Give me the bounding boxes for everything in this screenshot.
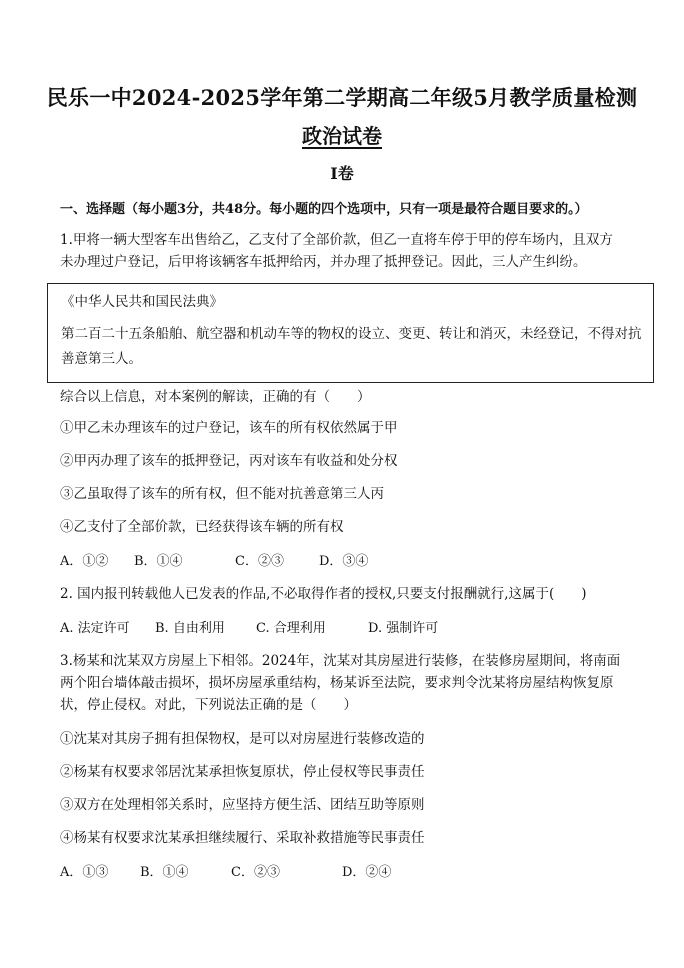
q3-options xyxy=(60,861,412,880)
q3-option-b[interactable]: B．①④ xyxy=(140,865,189,880)
q1-option-d[interactable]: D．③④ xyxy=(319,554,369,569)
q3-item-1: ①沈某对其房子拥有担保物权，是可以对房屋进行装修改造的 xyxy=(60,731,425,747)
q2-stem: 2. 国内报刊转载他人已发表的作品,不必取得作者的授权,只要支付报酬就行,这属于( ) xyxy=(60,586,587,602)
exam-subject xyxy=(0,120,684,149)
q1-item-3: ③乙虽取得了该车的所有权，但不能对抗善意第三人丙 xyxy=(60,486,384,502)
q2-option-d[interactable]: D. 强制许可 xyxy=(368,621,439,636)
q1-item-1: ①甲乙未办理该车的过户登记，该车的所有权依然属于甲 xyxy=(60,420,398,436)
legal-excerpt-text: 第二百二十五条船舶、航空器和机动车等的物权的设立、变更、转让和消灭，未经登记，不得对抗善意第三人。 xyxy=(61,326,642,367)
q2-options xyxy=(60,617,468,636)
q1-stem-line2: 未办理过户登记，后甲将该辆客车抵押给丙，并办理了抵押登记。因此，三人产生纠纷。 xyxy=(60,254,587,270)
q2-option-a[interactable]: A. 法定许可 xyxy=(60,621,130,636)
q3-item-2: ②杨某有权要求邻居沈某承担恢复原状，停止侵权等民事责任 xyxy=(60,764,425,780)
q3-stem-line2: 两个阳台墙体敲击损坏，损坏房屋承重结构，杨某诉至法院，要求判令沈某将房屋结构恢复原 xyxy=(60,675,614,691)
exam-title: 民乐一中2024-2025学年第二学期高二年级5月教学质量检测 xyxy=(46,85,638,110)
exam-subject-text: 政治试卷 xyxy=(302,124,382,148)
q3-item-4: ④杨某有权要求沈某承担继续履行、采取补救措施等民事责任 xyxy=(60,830,425,846)
q2-option-c[interactable]: C. 合理利用 xyxy=(256,621,326,636)
q3-option-d[interactable]: D．②④ xyxy=(342,865,392,880)
q1-item-4: ④乙支付了全部价款，已经获得该车辆的所有权 xyxy=(60,519,344,535)
q1-option-a[interactable]: A．①② xyxy=(60,554,109,569)
q1-option-b[interactable]: B．①④ xyxy=(134,554,183,569)
q3-option-a[interactable]: A．①③ xyxy=(60,865,109,880)
q3-option-c[interactable]: C．②③ xyxy=(231,865,280,880)
volume-label: I卷 xyxy=(330,164,354,183)
q1-options xyxy=(60,550,389,569)
q1-prompt: 综合以上信息，对本案例的解读，正确的有（ ） xyxy=(60,389,371,405)
q1-item-2: ②甲丙办理了该车的抵押登记，丙对该车有收益和处分权 xyxy=(60,453,398,469)
legal-excerpt-title: 《中华人民共和国民法典》 xyxy=(61,294,223,310)
q3-stem-line1: 3.杨某和沈某双方房屋上下相邻。2024年，沈某对其房屋进行装修，在装修房屋期间，将南面 xyxy=(60,653,621,669)
q3-stem-line3: 状，停止侵权。对此，下列说法正确的是（ ） xyxy=(60,697,357,713)
q2-option-b[interactable]: B. 自由利用 xyxy=(155,621,225,636)
section-heading: 一、选择题（每小题3分，共48分。每小题的四个选项中，只有一项是最符合题目要求的。） xyxy=(60,202,588,217)
q1-stem-line1: 1.甲将一辆大型客车出售给乙，乙支付了全部价款，但乙一直将车停于甲的停车场内，且双方 xyxy=(60,232,613,248)
q1-option-c[interactable]: C．②③ xyxy=(235,554,284,569)
q3-item-3: ③双方在处理相邻关系时，应坚持方便生活、团结互助等原则 xyxy=(60,797,425,813)
